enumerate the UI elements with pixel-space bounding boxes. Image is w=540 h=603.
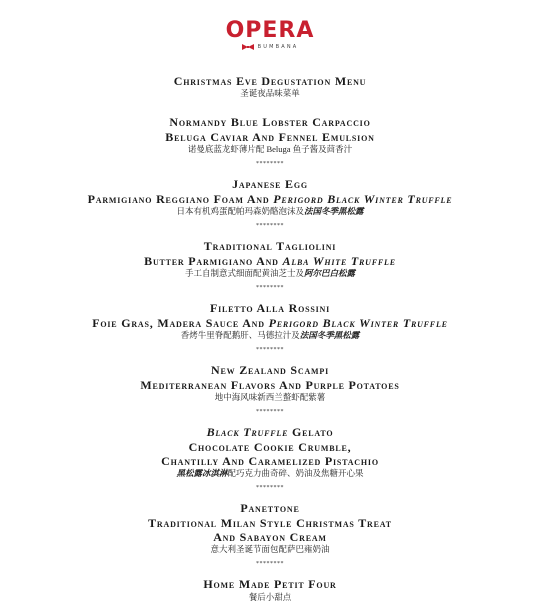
course-item <box>0 177 540 217</box>
course-description-zh <box>0 468 540 479</box>
course-description-italic: Alba White Truffle <box>282 254 396 268</box>
course-description-italic: Perigord Black Winter Truffle <box>268 316 448 330</box>
course-item <box>0 363 540 403</box>
course-description-zh: 餐后小甜点 <box>248 592 292 602</box>
course-separator: ******** <box>256 285 284 291</box>
course-item <box>0 115 540 155</box>
course-separator: ******** <box>256 561 284 567</box>
course-title <box>0 425 540 439</box>
course-description <box>0 516 540 530</box>
zh-text: 日本有机鸡蛋配帕玛森奶酪泡沫及 <box>176 206 304 216</box>
title-spacer <box>0 99 540 115</box>
course-description-text: Traditional Milan Style Christmas Treat <box>148 516 392 530</box>
zh-italic: 黑松露冰淇淋 <box>176 468 228 478</box>
course-title: Home Made Petit Four <box>203 577 337 591</box>
zh-text: 手工自制意式细面配黄油芝士及 <box>184 268 304 278</box>
course-description <box>0 530 540 544</box>
course-title: Normandy Blue Lobster Carpaccio <box>169 115 371 129</box>
course-description-zh: 地中海风味新西兰螯虾配紫薯 <box>214 392 326 402</box>
course-item <box>0 239 540 279</box>
opera-logo <box>226 20 315 50</box>
course-title: Filetto Alla Rossini <box>209 301 331 315</box>
course-description-text: Chantilly And Caramelized Pistachio <box>161 454 379 468</box>
course-description <box>0 440 540 454</box>
logo-sub-text: BUMBANA <box>257 44 299 50</box>
course-separator: ******** <box>256 347 284 353</box>
course-separator: ******** <box>256 485 284 491</box>
course-description <box>0 130 540 144</box>
course-separator: ******** <box>256 161 284 167</box>
course-description-text: Parmigiano Reggiano Foam And <box>87 192 274 206</box>
course-title: Panettone <box>240 501 300 515</box>
course-description-text: Beluga Caviar And Fennel Emulsion <box>165 130 375 144</box>
zh-text: 香烤牛里脊配鹅肝、马德拉汁及 <box>180 330 300 340</box>
course-description-text: Mediterranean Flavors And Purple Potatoes <box>140 378 400 392</box>
course-description-zh <box>0 330 540 341</box>
zh-text: 配巧克力曲奇碎、奶油及焦糖开心果 <box>227 468 364 478</box>
bowtie-icon <box>242 44 254 50</box>
course-description-text: Butter Parmigiano And <box>144 254 283 268</box>
course-description-zh: 诺曼底蓝龙虾薄片配 Beluga 鱼子酱及茴香汁 <box>187 144 353 154</box>
menu-title-zh: 圣诞夜品味菜单 <box>240 88 300 98</box>
course-description-zh <box>0 206 540 217</box>
course-description <box>0 378 540 392</box>
zh-italic: 法国冬季黑松露 <box>299 330 360 340</box>
course-description <box>0 316 540 330</box>
course-item <box>0 301 540 341</box>
course-description-zh: 意大利圣诞节面包配萨巴雍奶油 <box>210 544 330 554</box>
zh-italic: 阿尔巴白松露 <box>304 268 356 278</box>
course-description <box>0 254 540 268</box>
course-list <box>0 99 540 603</box>
course-description <box>0 192 540 206</box>
course-title-italic: Black Truffle <box>206 425 289 439</box>
zh-italic: 法国冬季黑松露 <box>304 206 364 216</box>
logo-subtitle <box>226 44 315 50</box>
course-item <box>0 425 540 479</box>
course-description <box>0 454 540 468</box>
logo-name: OPERA <box>225 18 315 43</box>
course-item <box>0 577 540 603</box>
course-description-italic: Perigord Black Winter Truffle <box>273 192 453 206</box>
course-title: New Zealand Scampi <box>211 363 329 377</box>
course-separator: ******** <box>256 223 284 229</box>
course-item <box>0 501 540 555</box>
course-description-text: And Sabayon Cream <box>213 530 327 544</box>
course-title-rest: Gelato <box>288 425 334 439</box>
course-separator: ******** <box>256 409 284 415</box>
course-description-zh <box>0 268 540 279</box>
course-description-text: Foie Gras, Madera Sauce And <box>92 316 269 330</box>
course-description-text: Chocolate Cookie Crumble, <box>188 440 352 454</box>
course-title: Japanese Egg <box>232 177 308 191</box>
course-title: Traditional Tagliolini <box>203 239 337 253</box>
menu-title: Christmas Eve Degustation Menu <box>173 74 367 88</box>
menu-title-block <box>0 74 540 99</box>
